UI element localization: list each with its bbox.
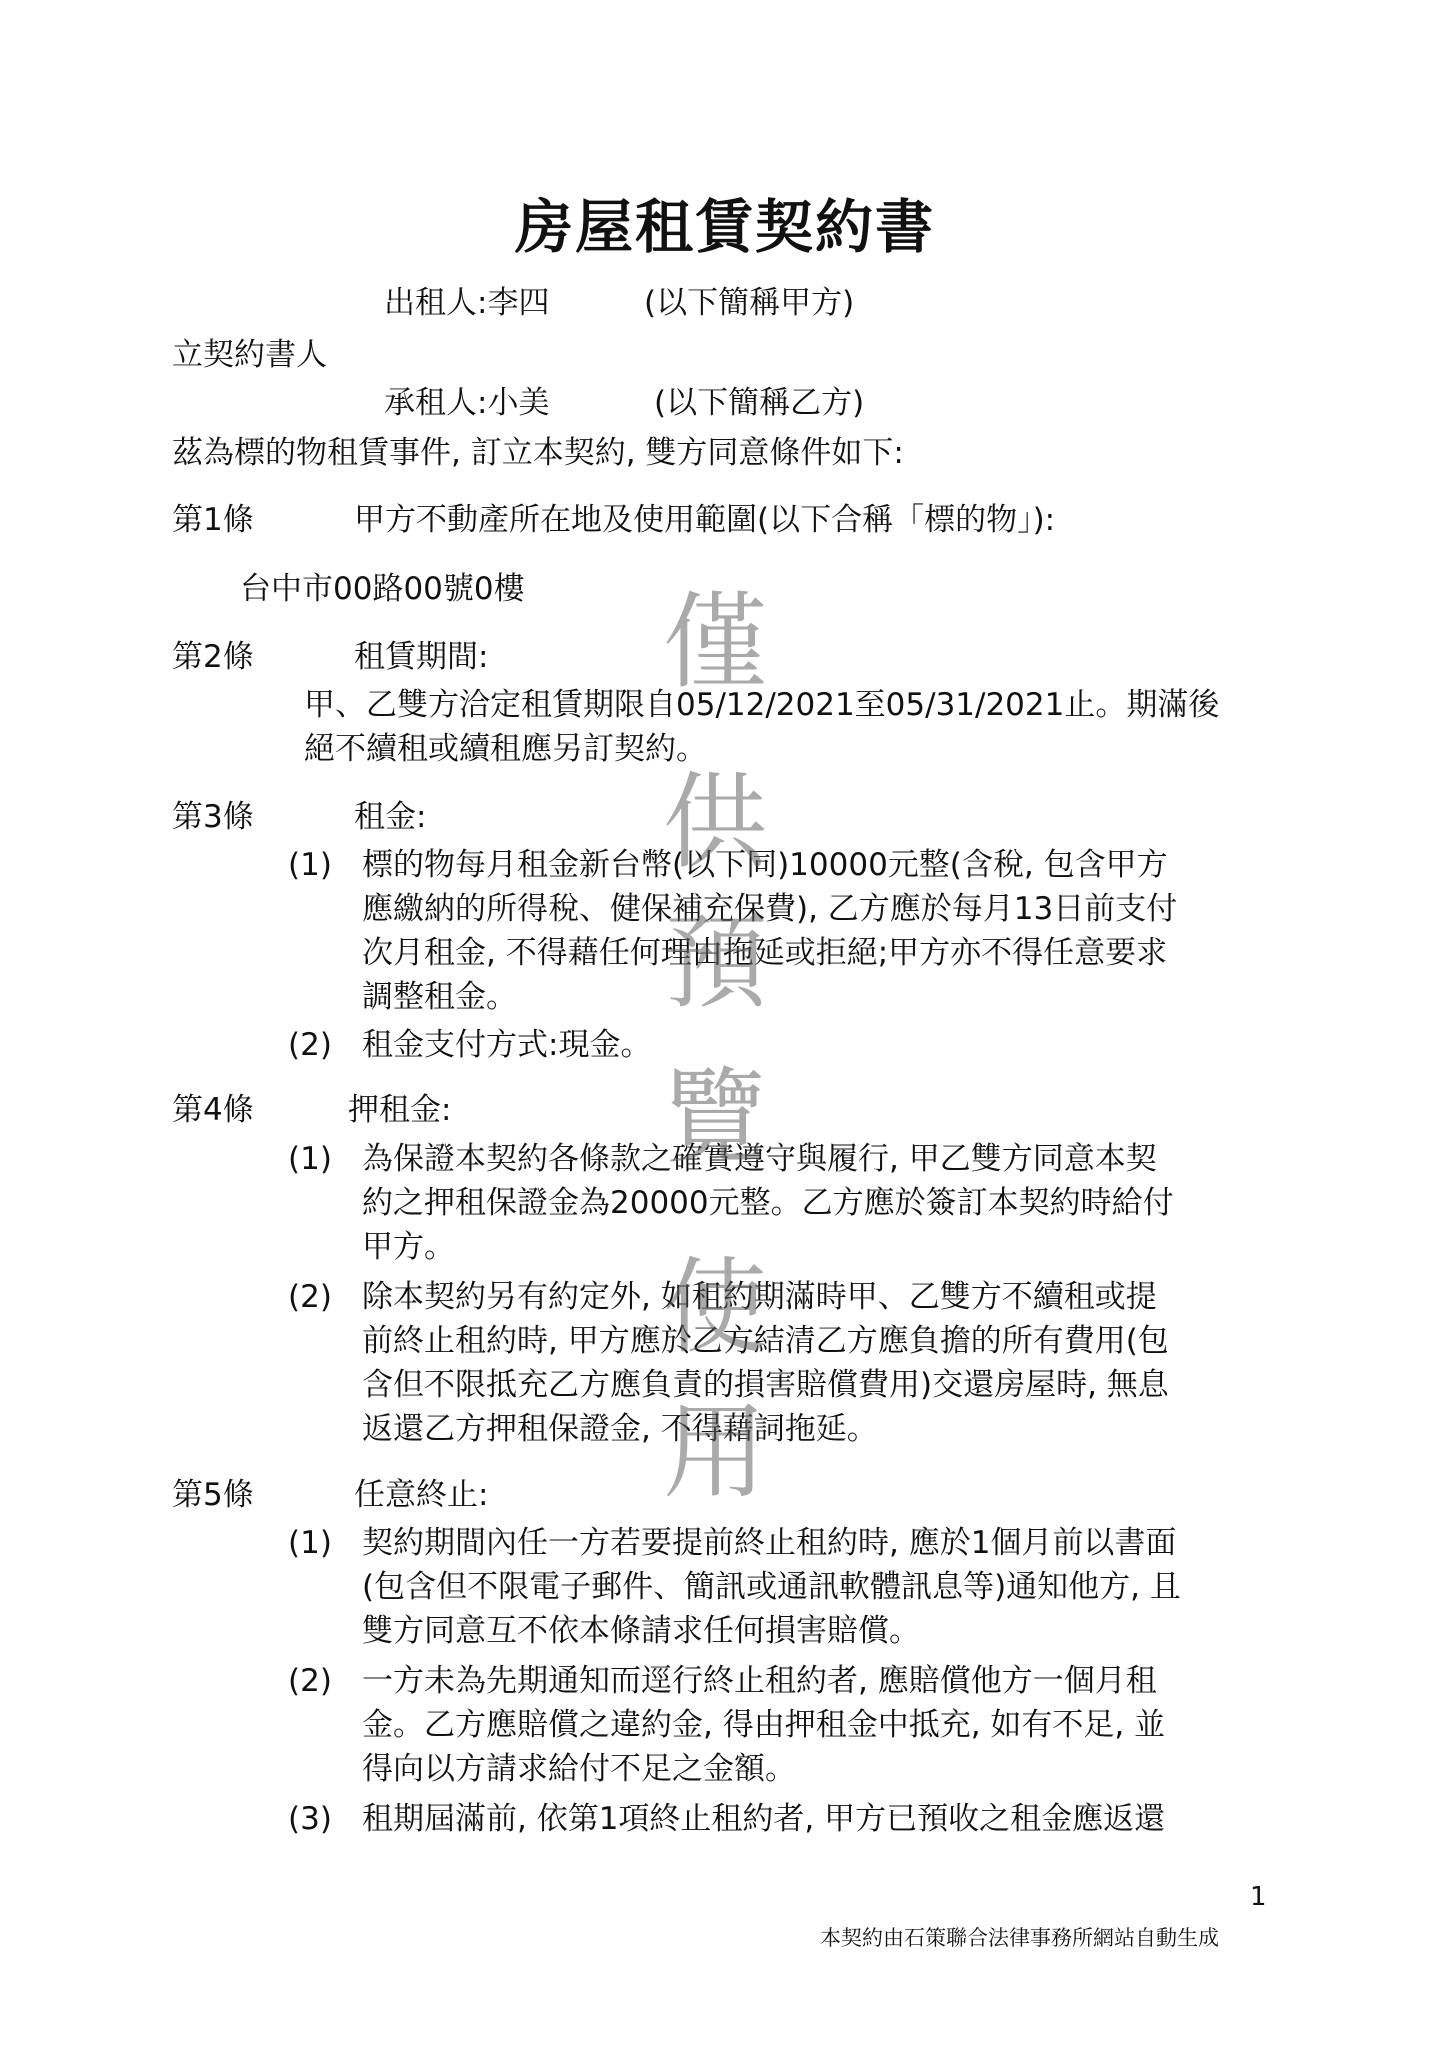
- article-2-heading: 租賃期間:: [354, 639, 489, 675]
- article-5-label: 第5條: [172, 1477, 254, 1513]
- clause-number: (2): [288, 1663, 332, 1699]
- article-2-line: 絕不續租或續租應另訂契約。: [304, 731, 707, 767]
- clause-line: 為保證本契約各條款之確實遵守與履行, 甲乙雙方同意本契: [362, 1141, 1157, 1177]
- clause-line: 租期屆滿前, 依第1項終止租約者, 甲方已預收之租金應返還: [362, 1801, 1166, 1837]
- article-2-label: 第2條: [172, 639, 254, 675]
- clause-line: 應繳納的所得稅、健保補充保費), 乙方應於每月13日前支付: [362, 891, 1178, 927]
- clause-line: 租金支付方式:現金。: [362, 1027, 652, 1063]
- clause-line: 次月租金, 不得藉任何理由拖延或拒絕;甲方亦不得任意要求: [362, 935, 1168, 971]
- article-2-line: 甲、乙雙方洽定租賃期限自05/12/2021至05/31/2021止。期滿後: [304, 687, 1220, 723]
- clause-number: (2): [288, 1279, 332, 1315]
- clause-line: 調整租金。: [362, 979, 517, 1015]
- clause-number: (3): [288, 1801, 332, 1837]
- article-4-label: 第4條: [172, 1092, 254, 1128]
- watermark-char: 覽: [662, 1056, 767, 1178]
- article-3-heading: 租金:: [354, 799, 427, 835]
- clause-line: 甲方。: [362, 1229, 455, 1265]
- clause-line: (包含但不限電子郵件、簡訊或通訊軟體訊息等)通知他方, 且: [362, 1569, 1181, 1605]
- clause-line: 契約期間內任一方若要提前終止租約時, 應於1個月前以書面: [362, 1525, 1177, 1561]
- clause-line: 除本契約另有約定外, 如租約期滿時甲、乙雙方不續租或提: [362, 1279, 1157, 1315]
- lessee-line: 承租人:小美: [384, 385, 550, 421]
- article-4-heading: 押租金:: [348, 1092, 452, 1128]
- clause-line: 得向以方請求給付不足之金額。: [362, 1751, 796, 1787]
- article-1-address: 台中市00路00號0樓: [240, 571, 525, 607]
- clause-number: (1): [288, 1141, 332, 1177]
- watermark-char: 使: [662, 1246, 767, 1368]
- page-number: 1: [1250, 1882, 1267, 1912]
- lessor-note: (以下簡稱甲方): [644, 285, 855, 321]
- preamble: 茲為標的物租賃事件, 訂立本契約, 雙方同意條件如下:: [172, 435, 904, 471]
- clause-line: 約之押租保證金為20000元整。乙方應於簽訂本契約時給付: [362, 1185, 1174, 1221]
- watermark-char: 用: [662, 1391, 767, 1513]
- article-3-label: 第3條: [172, 799, 254, 835]
- watermark-char: 預: [662, 901, 767, 1023]
- clause-number: (1): [288, 847, 332, 883]
- document-title: 房屋租賃契約書: [514, 193, 935, 261]
- signatory-label: 立契約書人: [172, 337, 327, 373]
- article-1-heading: 甲方不動產所在地及使用範圍(以下合稱「標的物」):: [354, 502, 1056, 538]
- watermark-char: 供: [662, 761, 767, 883]
- clause-number: (1): [288, 1525, 332, 1561]
- article-5-heading: 任意終止:: [354, 1477, 489, 1513]
- lessee-note: (以下簡稱乙方): [654, 385, 865, 421]
- clause-line: 前終止租約時, 甲方應於乙方結清乙方應負擔的所有費用(包: [362, 1323, 1169, 1359]
- footer-note: 本契約由石策聯合法律事務所網站自動生成: [820, 1926, 1219, 1950]
- clause-line: 雙方同意互不依本條請求任何損害賠償。: [362, 1613, 920, 1649]
- lessor-line: 出租人:李四: [384, 285, 550, 321]
- clause-number: (2): [288, 1027, 332, 1063]
- clause-line: 返還乙方押租保證金, 不得藉詞拖延。: [362, 1411, 878, 1447]
- article-1-label: 第1條: [172, 502, 254, 538]
- watermark-char: 僅: [662, 581, 767, 703]
- clause-line: 一方未為先期通知而逕行終止租約者, 應賠償他方一個月租: [362, 1663, 1157, 1699]
- clause-line: 含但不限抵充乙方應負責的損害賠償費用)交還房屋時, 無息: [362, 1367, 1169, 1403]
- clause-line: 金。乙方應賠償之違約金, 得由押租金中抵充, 如有不足, 並: [362, 1707, 1166, 1743]
- clause-line: 標的物每月租金新台幣(以下同)10000元整(含稅, 包含甲方: [362, 847, 1168, 883]
